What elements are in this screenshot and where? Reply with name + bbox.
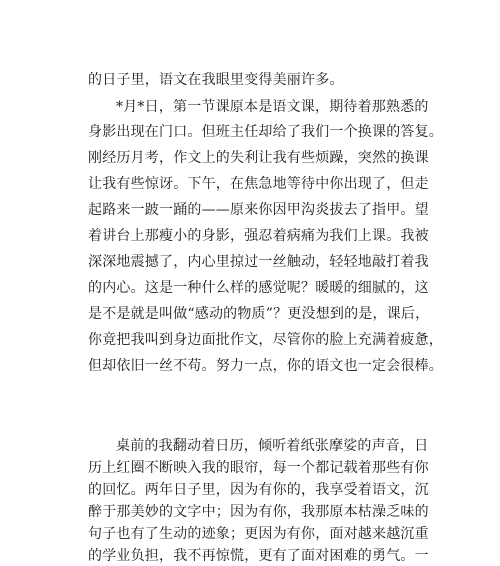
paragraph-3-line-3: 的回忆。两年日子里，因为有你的，我享受着语文，沉 <box>88 482 429 498</box>
paragraph-2-line-2: 身影出现在门口。但班主任却给了我们一个换课的答复。 <box>88 124 443 140</box>
paragraph-3-line-5: 句子也有了生动的迹象；更因为有你，面对越来越沉重 <box>88 526 429 542</box>
paragraph-2-line-11: 但却依旧一丝不苟。努力一点，你的语文也一定会很棒。 <box>88 358 443 374</box>
paragraph-3-line-6: 的学业负担，我不再惊慌，更有了面对困难的勇气。一 <box>88 548 429 564</box>
paragraph-2-line-4: 让我有些惊讶。下午，在焦急地等待中你出现了，但走 <box>88 176 429 192</box>
paragraph-2-line-5: 起路来一跛一踊的——原来你因甲沟炎拔去了指甲。望 <box>88 202 429 218</box>
paragraph-1-line-1: 的日子里，语文在我眼里变得美丽许多。 <box>88 72 344 88</box>
paragraph-2-line-10: 你竟把我叫到身边面批作文，尽管你的脸上充满着疲惫， <box>88 332 443 348</box>
paragraph-3-line-2: 历上红圈不断映入我的眼帘，每一个都记载着那些有你 <box>88 460 429 476</box>
paragraph-2-line-7: 深深地震撼了，内心里掠过一丝触动，轻轻地敲打着我 <box>88 254 429 270</box>
paragraph-2-line-1: *月*日，第一节课原本是语文课，期待着那熟悉的 <box>116 99 429 115</box>
paragraph-2-line-3: 刚经历月考，作文上的失利让我有些烦躁，突然的换课 <box>88 150 429 166</box>
paragraph-3-line-1: 桌前的我翻动着日历，倾听着纸张摩娑的声音，日 <box>116 438 429 454</box>
paragraph-2-line-6: 着讲台上那瘦小的身影，强忍着病痛为我们上课。我被 <box>88 228 429 244</box>
paragraph-3-line-4: 醉于那美妙的文字中；因为有你，我那原本枯澡乏味的 <box>88 504 429 520</box>
paragraph-2-line-9: 是不是就是叫做“感动的物质”？更没想到的是，课后， <box>88 306 430 322</box>
paragraph-2-line-8: 的内心。这是一种什么样的感觉呢？暖暖的细腻的，这 <box>88 280 429 296</box>
